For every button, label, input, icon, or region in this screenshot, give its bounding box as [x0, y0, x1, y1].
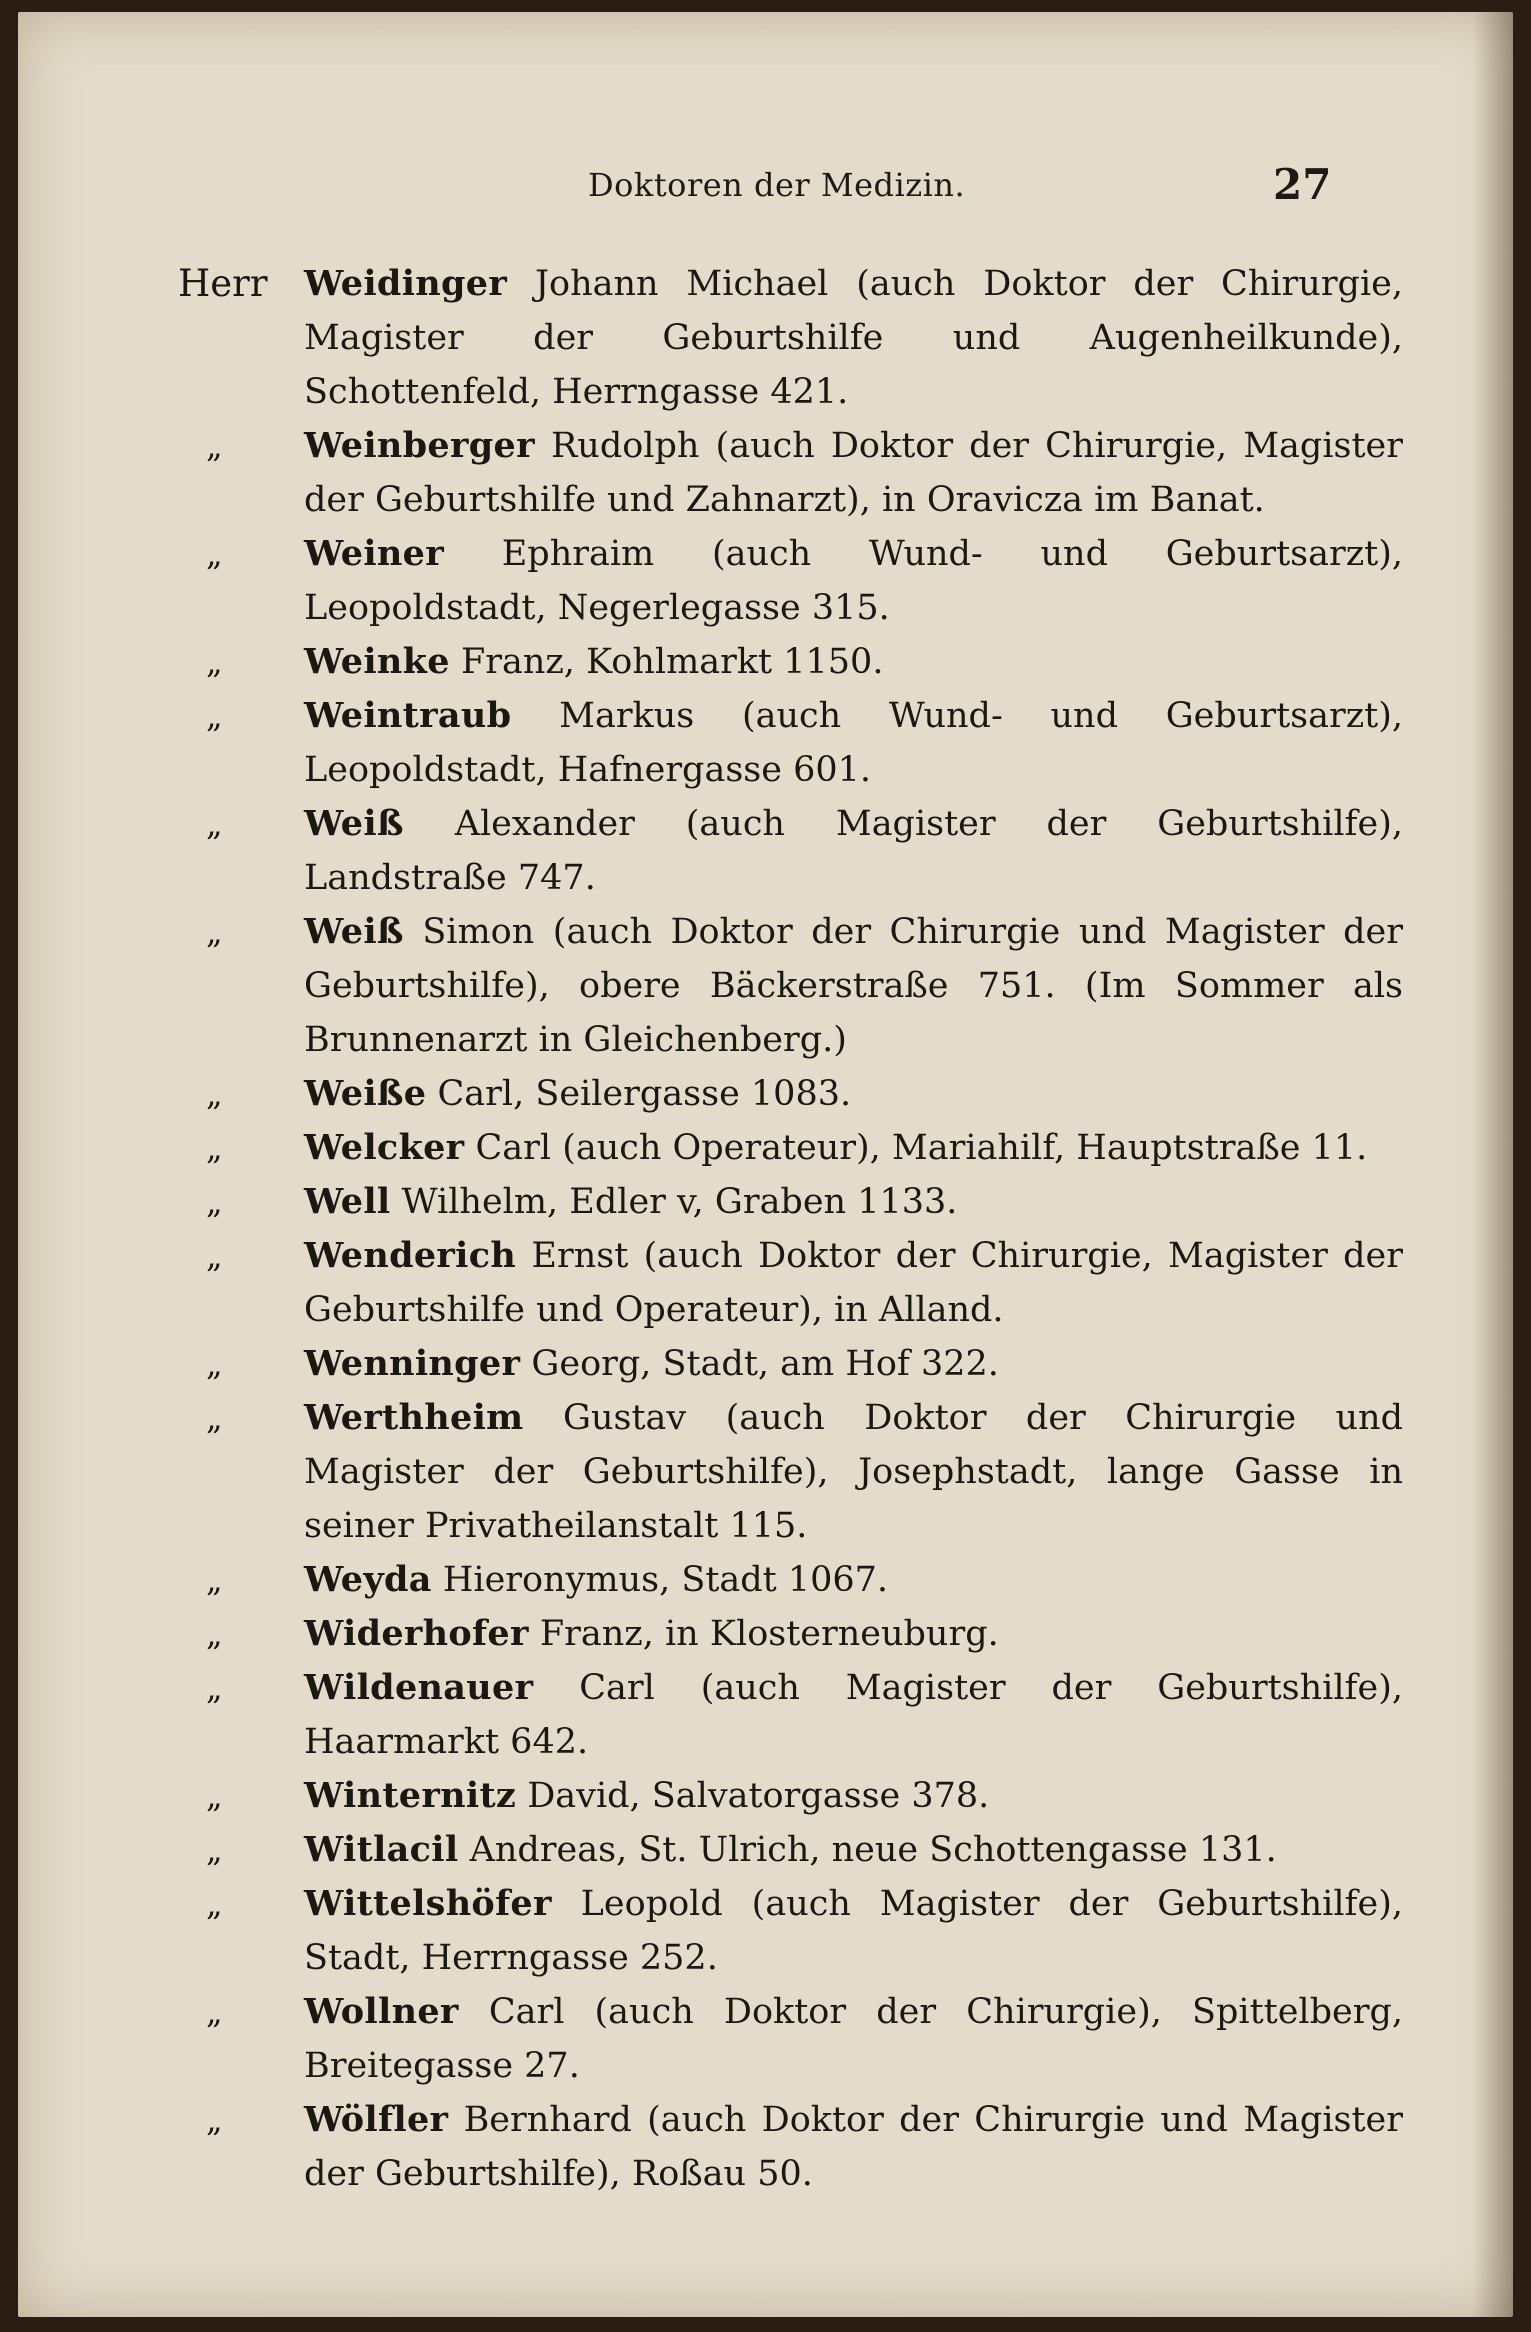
directory-entry — [178, 635, 1403, 689]
directory-entry — [178, 1229, 1403, 1337]
directory-entry — [178, 1337, 1403, 1391]
entry-surname: Weidinger — [304, 263, 508, 304]
ditto-mark: „ — [206, 1669, 223, 1707]
entry-details: Andreas, St. Ulrich, neue Schottengasse 131. — [469, 1830, 1277, 1870]
directory-entry — [178, 2093, 1403, 2201]
ditto-mark: „ — [206, 805, 223, 843]
entry-details: Rudolph (auch Doktor der Chirurgie, Magister der Geburtshilfe und Zahnarzt), in Oravicza im Banat. — [304, 426, 1403, 520]
entry-surname: Witlacil — [304, 1829, 459, 1870]
ditto-mark: „ — [206, 1777, 223, 1815]
ditto-mark: „ — [206, 1831, 223, 1869]
directory-entry — [178, 689, 1403, 797]
ditto-mark: „ — [206, 913, 223, 951]
ditto-mark: „ — [206, 643, 223, 681]
directory-entry — [178, 1823, 1403, 1877]
entry-details: Ephraim (auch Wund- und Geburtsarzt), Leopoldstadt, Negerlegasse 315. — [304, 534, 1403, 628]
entry-surname: Weiner — [304, 533, 444, 574]
book-page — [18, 12, 1513, 2317]
entry-surname: Weiß — [304, 911, 404, 952]
ditto-mark: „ — [206, 1993, 223, 2031]
directory-entry — [178, 1175, 1403, 1229]
directory-entry — [178, 1607, 1403, 1661]
entry-surname: Wölfler — [304, 2099, 449, 2140]
entry-details: Franz, in Klosterneuburg. — [539, 1614, 999, 1654]
entry-details: Johann Michael (auch Doktor der Chirurgie, Magister der Geburtshilfe und Augenheilkunde), Schottenfeld, Herrngasse 421. — [304, 264, 1403, 412]
entry-surname: Weinberger — [304, 425, 535, 466]
ditto-mark: „ — [206, 1561, 223, 1599]
entry-surname: Weintraub — [304, 695, 512, 736]
entry-details: Bernhard (auch Doktor der Chirurgie und Magister der Geburtshilfe), Roßau 50. — [304, 2100, 1403, 2194]
directory-entry — [178, 257, 1403, 419]
entry-details: Hieronymus, Stadt 1067. — [442, 1560, 889, 1600]
directory-entry — [178, 419, 1403, 527]
directory-entry — [178, 1067, 1403, 1121]
directory-entry — [178, 905, 1403, 1067]
directory-entry — [178, 1661, 1403, 1769]
running-head: Doktoren der Medizin. — [588, 166, 966, 204]
entry-details: Georg, Stadt, am Hof 322. — [531, 1344, 999, 1384]
entry-prefix: Herr — [178, 262, 268, 305]
entry-details: Markus (auch Wund- und Geburtsarzt), Leopoldstadt, Hafnergasse 601. — [304, 696, 1403, 790]
entry-surname: Well — [304, 1181, 391, 1222]
ditto-mark: „ — [206, 427, 223, 465]
page-number: 27 — [1273, 160, 1332, 209]
entry-surname: Wenninger — [304, 1343, 521, 1384]
entry-details: Ernst (auch Doktor der Chirurgie, Magister der Geburtshilfe und Operateur), in Alland. — [304, 1236, 1403, 1330]
ditto-mark: „ — [206, 1129, 223, 1167]
entry-details: Alexander (auch Magister der Geburtshilfe), Landstraße 747. — [304, 804, 1403, 898]
entry-surname: Weinke — [304, 641, 450, 682]
directory-entry — [178, 1391, 1403, 1553]
entry-surname: Wildenauer — [304, 1667, 534, 1708]
entry-surname: Weiß — [304, 803, 404, 844]
directory-entry — [178, 1769, 1403, 1823]
directory-entry — [178, 1553, 1403, 1607]
ditto-mark: „ — [206, 697, 223, 735]
entry-details: Carl (auch Doktor der Chirurgie), Spittelberg, Breitegasse 27. — [304, 1992, 1403, 2086]
entry-surname: Wenderich — [304, 1235, 517, 1276]
entry-details: Gustav (auch Doktor der Chirurgie und Magister der Geburtshilfe), Josephstadt, lange Gasse in seiner Privatheilanstalt 115. — [304, 1398, 1403, 1546]
entry-details: Leopold (auch Magister der Geburtshilfe), Stadt, Herrngasse 252. — [304, 1884, 1403, 1978]
entry-details: Carl, Seilergasse 1083. — [437, 1074, 852, 1114]
ditto-mark: „ — [206, 1345, 223, 1383]
entry-surname: Weiße — [304, 1073, 427, 1114]
directory-entry — [178, 1877, 1403, 1985]
directory-entry — [178, 797, 1403, 905]
entry-surname: Wollner — [304, 1991, 459, 2032]
ditto-mark: „ — [206, 1075, 223, 1113]
entry-surname: Wittelshöfer — [304, 1883, 552, 1924]
ditto-mark: „ — [206, 1399, 223, 1437]
entry-details: Carl (auch Magister der Geburtshilfe), Haarmarkt 642. — [304, 1668, 1403, 1762]
ditto-mark: „ — [206, 1183, 223, 1221]
ditto-mark: „ — [206, 1885, 223, 1923]
entry-details: Simon (auch Doktor der Chirurgie und Magister der Geburtshilfe), obere Bäckerstraße 751. (Im Sommer als Brunnenarzt in Gleichenberg.) — [304, 912, 1403, 1060]
entry-surname: Winternitz — [304, 1775, 517, 1816]
page-header — [18, 160, 1513, 210]
entry-details: Franz, Kohlmarkt 1150. — [460, 642, 884, 682]
directory-entry — [178, 527, 1403, 635]
directory-entries — [178, 257, 1403, 2201]
ditto-mark: „ — [206, 1615, 223, 1653]
entry-surname: Weyda — [304, 1559, 432, 1600]
entry-surname: Widerhofer — [304, 1613, 529, 1654]
directory-entry — [178, 1121, 1403, 1175]
ditto-mark: „ — [206, 2101, 223, 2139]
entry-surname: Werthheim — [304, 1397, 524, 1438]
ditto-mark: „ — [206, 1237, 223, 1275]
entry-surname: Welcker — [304, 1127, 465, 1168]
directory-entry — [178, 1985, 1403, 2093]
entry-details: Wilhelm, Edler v, Graben 1133. — [401, 1182, 958, 1222]
ditto-mark: „ — [206, 535, 223, 573]
entry-details: Carl (auch Operateur), Mariahilf, Hauptstraße 11. — [475, 1128, 1368, 1168]
entry-details: David, Salvatorgasse 378. — [527, 1776, 990, 1816]
